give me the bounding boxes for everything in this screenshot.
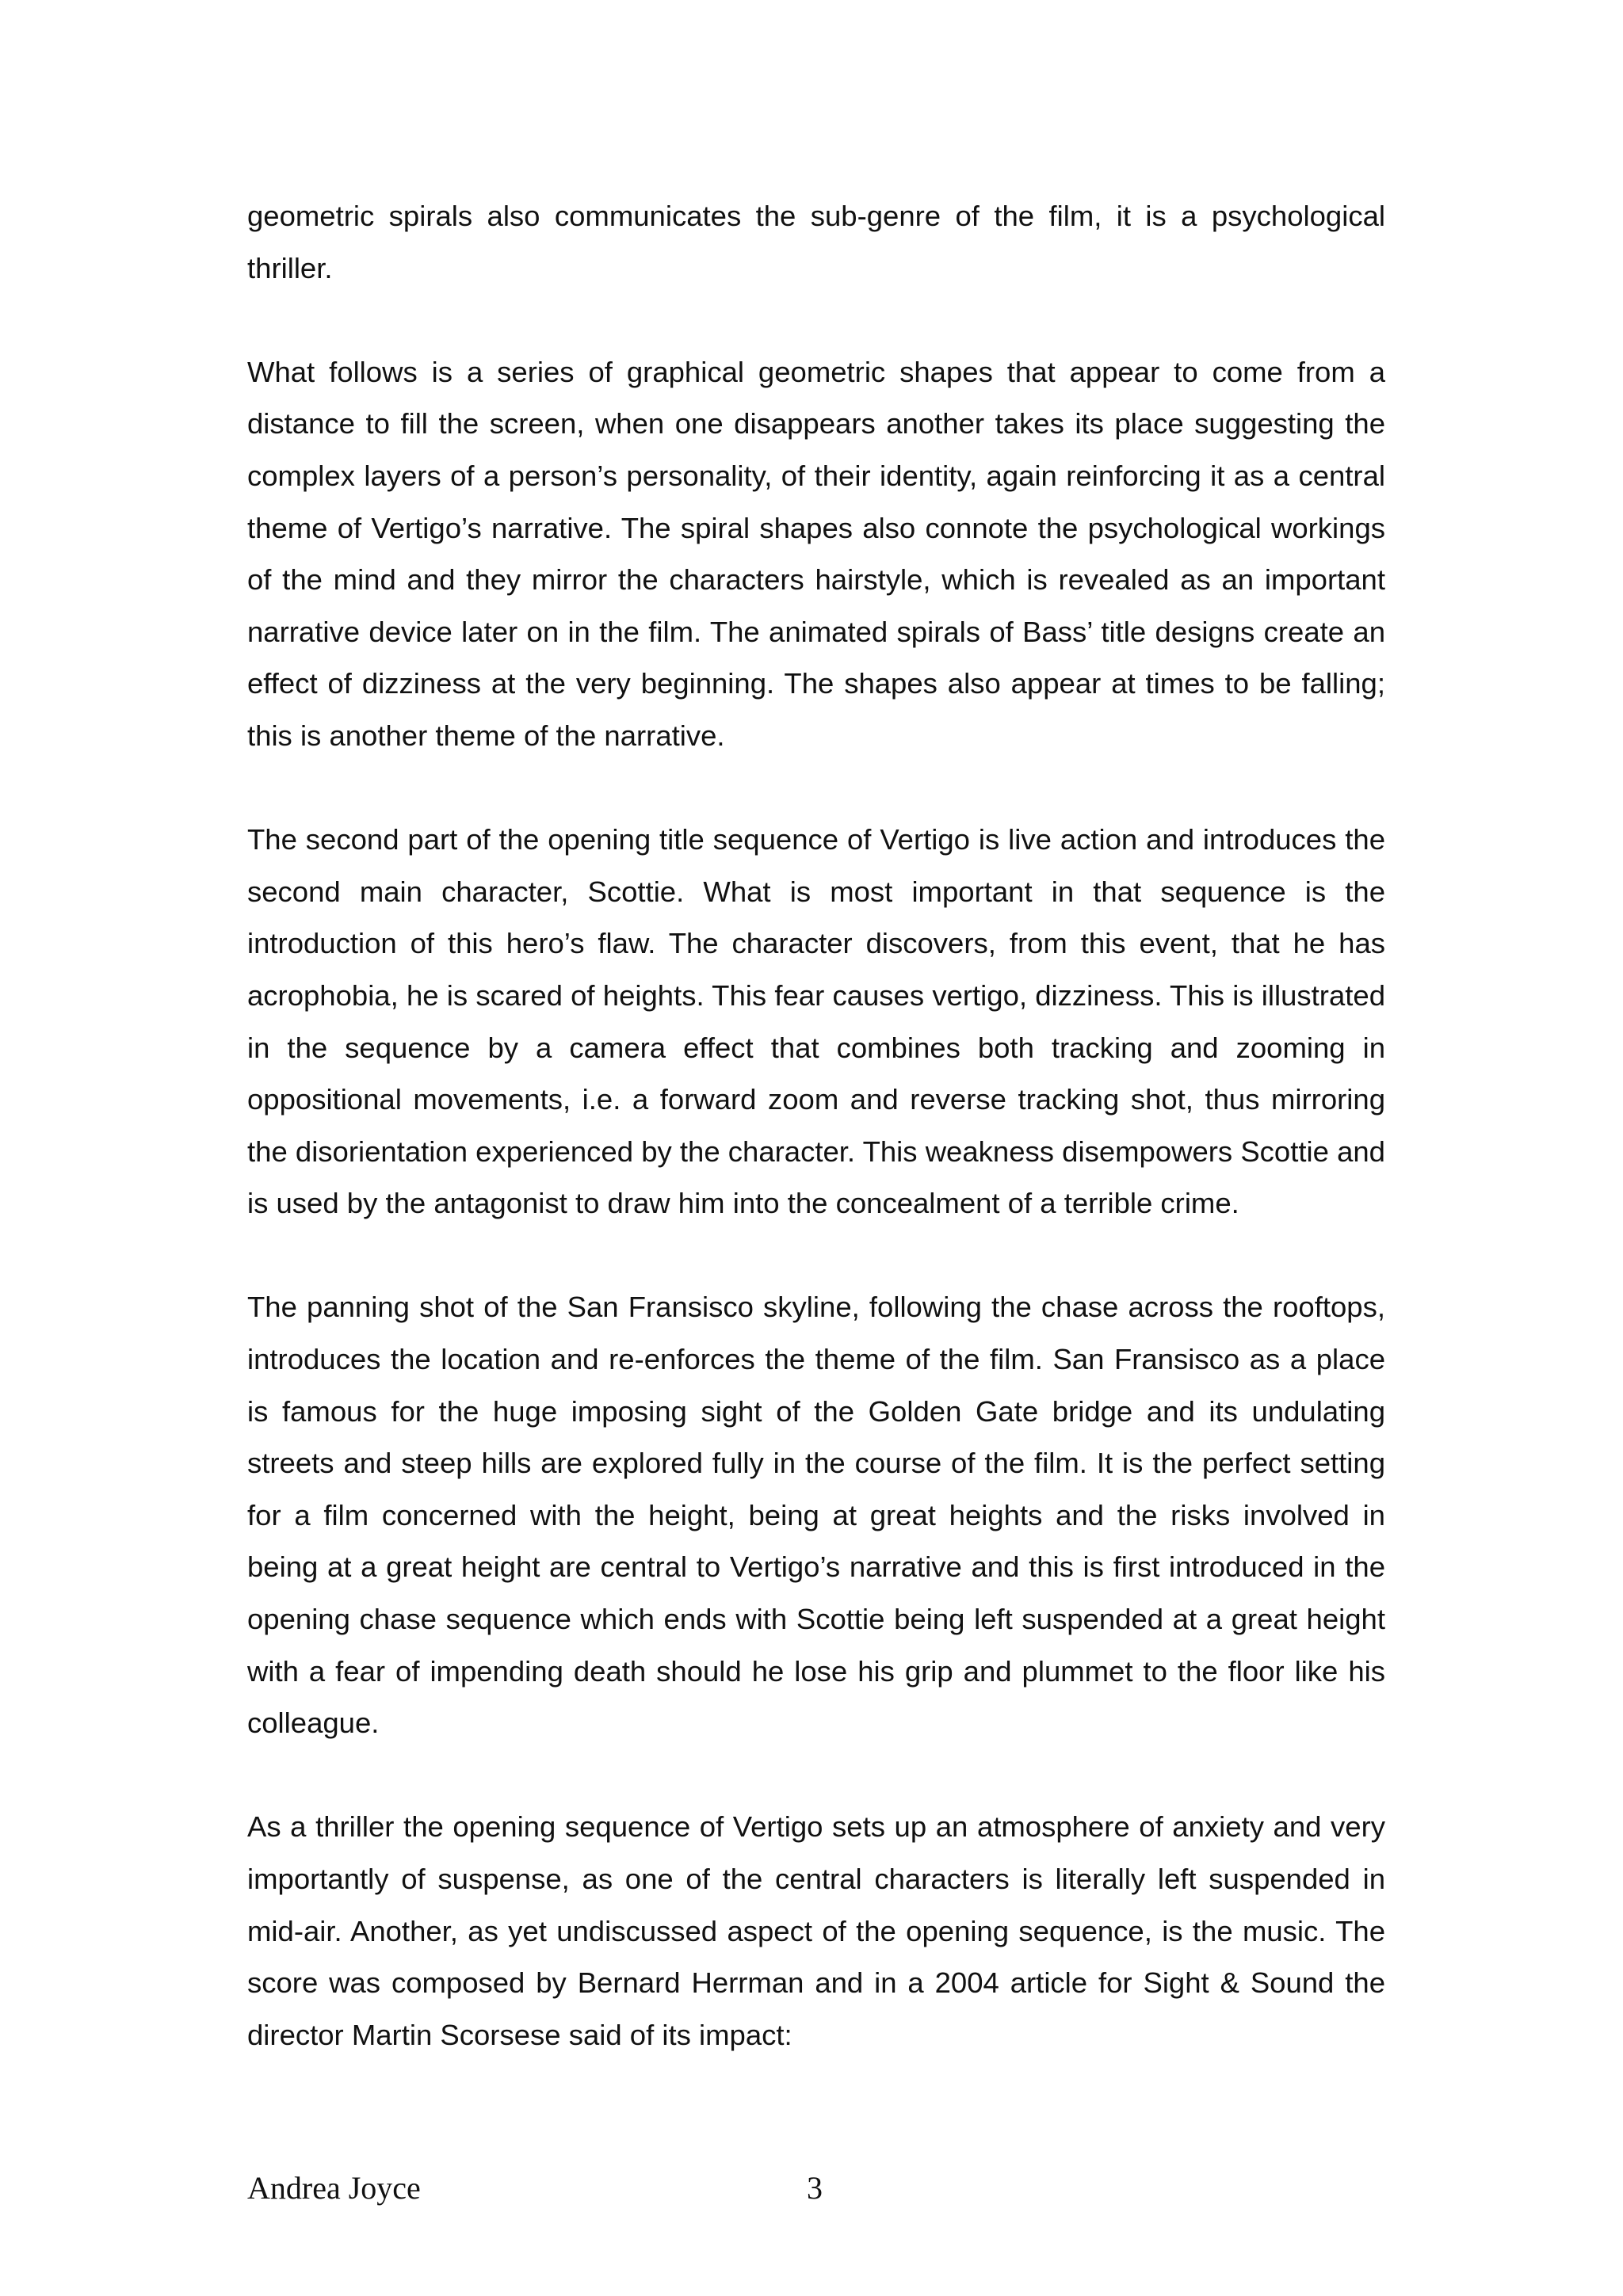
footer-author: Andrea Joyce — [247, 2170, 421, 2206]
paragraph: As a thriller the opening sequence of Vertigo sets up an atmosphere of anxiety and very importantly of suspense, as one of the central characters is literally left suspended in mid-air. Another, as yet undiscussed aspect of the opening sequence, is the music. The score was composed by Bernard Herrman and in a 2004 article for Sight & Sound the director Martin Scorsese said of its impact: — [247, 1810, 1385, 2051]
paragraph: What follows is a series of graphical geometric shapes that appear to come from a distance to fill the screen, when one disappears another takes its place suggesting the complex layers of a person’s personality, of their identity, again reinforcing it as a central theme of Vertigo’s narrative. The spiral shapes also connote the psychological workings of the mind and they mirror the characters hairstyle, which is revealed as an important narrative device later on in the film. The animated spirals of Bass’ title designs create an effect of dizziness at the very beginning. The shapes also appear at times to be falling; this is another theme of the narrative. — [247, 355, 1385, 752]
body-text — [247, 190, 1385, 2061]
paragraph: geometric spirals also communicates the sub-genre of the film, it is a psychological thriller. — [247, 200, 1385, 284]
paragraph: The second part of the opening title sequence of Vertigo is live action and introduces the second main character, Scottie. What is most important in that sequence is the introduction of this hero’s flaw. The character discovers, from this event, that he has acrophobia, he is scared of heights. This fear causes vertigo, dizziness. This is illustrated in the sequence by a camera effect that combines both tracking and zooming in oppositional movements, i.e. a forward zoom and reverse tracking shot, thus mirroring the disorientation experienced by the character. This weakness disempowers Scottie and is used by the antagonist to draw him into the concealment of a terrible crime. — [247, 823, 1385, 1220]
page-footer — [0, 2164, 1623, 2212]
paragraph: The panning shot of the San Fransisco skyline, following the chase across the rooftops, introduces the location and re-enforces the theme of the film. San Fransisco as a place is famous for the huge imposing sight of the Golden Gate bridge and its undulating streets and steep hills are explored fully in the course of the film. It is the perfect setting for a film concerned with the height, being at great heights and the risks involved in being at a great height are central to Vertigo’s narrative and this is first introduced in the opening chase sequence which ends with Scottie being left suspended at a great height with a fear of impending death should he lose his grip and plummet to the floor like his colleague. — [247, 1291, 1385, 1740]
page-number: 3 — [807, 2170, 823, 2206]
